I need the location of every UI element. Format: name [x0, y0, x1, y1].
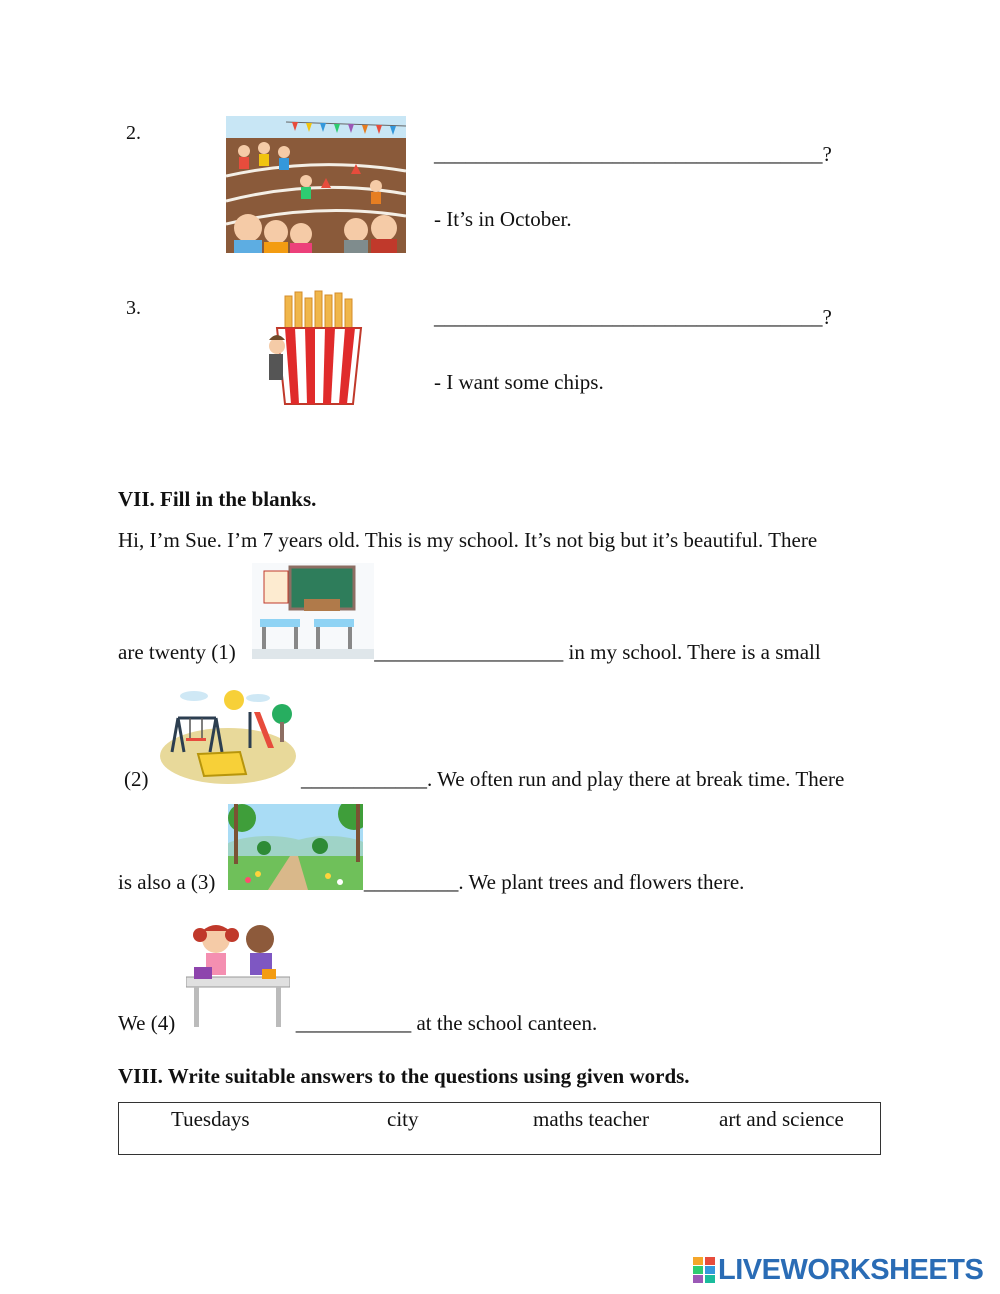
answer-text: - I want some chips. — [434, 370, 604, 394]
blank-2[interactable]: ____________ — [301, 767, 427, 791]
sentence-text: . We often run and play there at break time. There — [427, 767, 845, 791]
sports-day-image — [226, 116, 406, 253]
brand-name[interactable]: LIVEWORKSHEETS — [718, 1253, 984, 1286]
word-bank-item: art and science — [719, 1107, 844, 1131]
word-bank-item: maths teacher — [533, 1107, 650, 1131]
paragraph-line — [118, 870, 744, 894]
blank-label: (2) — [124, 767, 149, 791]
paragraph-line — [118, 640, 821, 664]
liveworksheets-logo-icon — [693, 1257, 715, 1283]
word-bank — [118, 1102, 881, 1155]
blank-3[interactable]: _________ — [363, 870, 459, 894]
section-heading: VII. Fill in the blanks. — [118, 487, 317, 511]
sentence-text: in my school. There is a small — [568, 640, 821, 664]
paragraph-line — [118, 1011, 597, 1035]
brand-logo — [693, 1255, 983, 1285]
word-bank-item: city — [387, 1107, 419, 1131]
chips-image — [265, 290, 367, 406]
blank-4[interactable]: ___________ — [295, 1011, 412, 1035]
sentence-text: . We plant trees and flowers there. — [458, 870, 745, 894]
blank-label: is also a (3) — [118, 870, 216, 894]
sentence-text: at the school canteen. — [416, 1011, 598, 1035]
answer-text: - It’s in October. — [434, 207, 572, 231]
question-number: 2. — [126, 122, 141, 144]
paragraph-line: Hi, I’m Sue. I’m 7 years old. This is my school. It’s not big but it’s beautiful. There — [118, 528, 818, 552]
word-bank-item: Tuesdays — [171, 1107, 250, 1131]
question-answer-line[interactable]: _____________________________________? — [434, 305, 832, 329]
blank-label: are twenty (1) — [118, 640, 236, 664]
blank-1[interactable]: __________________ — [374, 640, 564, 664]
blank-label: We (4) — [118, 1011, 176, 1035]
section-heading: VIII. Write suitable answers to the questions using given words. — [118, 1064, 690, 1088]
question-answer-line[interactable]: _____________________________________? — [434, 142, 832, 166]
question-number: 3. — [126, 297, 141, 319]
paragraph-line — [124, 767, 844, 791]
